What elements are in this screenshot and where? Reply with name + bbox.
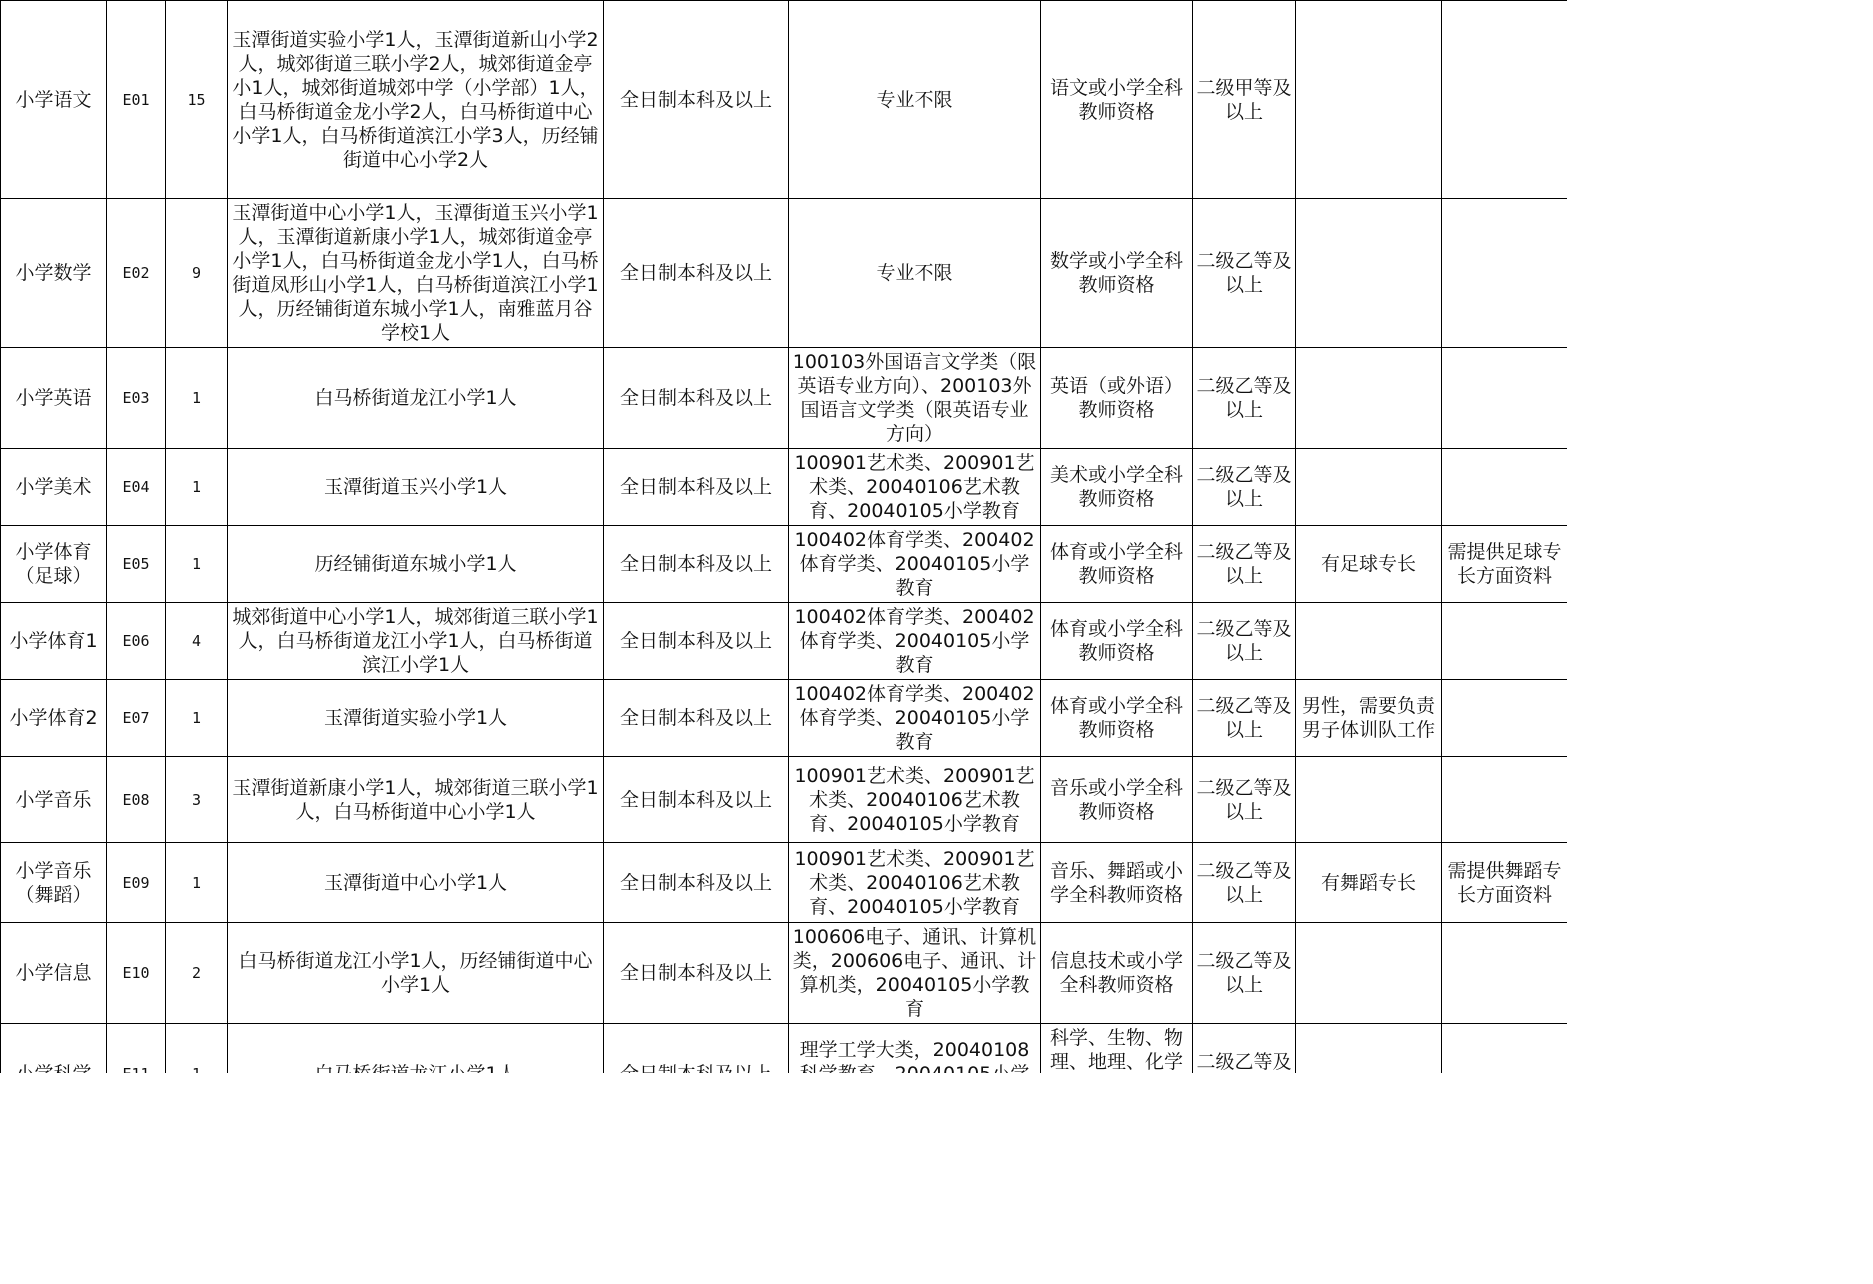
cell-note — [1442, 603, 1568, 680]
cell-certificate: 音乐、舞蹈或小学全科教师资格 — [1041, 843, 1193, 923]
cell-note — [1442, 348, 1568, 449]
cell-note — [1442, 923, 1568, 1024]
table-row — [1, 757, 1568, 843]
cell-education: 全日制本科及以上 — [604, 603, 789, 680]
cell-major: 专业不限 — [789, 1, 1041, 199]
cell-education: 全日制本科及以上 — [604, 348, 789, 449]
cell-subject: 小学英语 — [1, 348, 107, 449]
cell-subject: 小学数学 — [1, 199, 107, 348]
cell-requirement: 有舞蹈专长 — [1296, 843, 1442, 923]
cell-mandarin: 二级乙等及以上 — [1193, 757, 1296, 843]
table-row — [1, 449, 1568, 526]
cell-count: 1 — [166, 348, 228, 449]
cell-education: 全日制本科及以上 — [604, 526, 789, 603]
cell-requirement — [1296, 348, 1442, 449]
cell-major: 100402体育学类、200402体育学类、20040105小学教育 — [789, 603, 1041, 680]
cell-requirement: 有足球专长 — [1296, 526, 1442, 603]
cell-certificate: 体育或小学全科教师资格 — [1041, 603, 1193, 680]
cell-mandarin: 二级乙等及以上 — [1193, 348, 1296, 449]
cell-schools: 白马桥街道龙江小学1人 — [228, 348, 604, 449]
cell-subject: 小学美术 — [1, 449, 107, 526]
cell-code: E03 — [107, 348, 166, 449]
cell-note — [1442, 757, 1568, 843]
cell-subject: 小学体育1 — [1, 603, 107, 680]
cell-schools: 玉潭街道新康小学1人，城郊街道三联小学1人，白马桥街道中心小学1人 — [228, 757, 604, 843]
cell-subject: 小学体育（足球） — [1, 526, 107, 603]
cell-education: 全日制本科及以上 — [604, 923, 789, 1024]
cell-subject: 小学体育2 — [1, 680, 107, 757]
cell-mandarin: 二级乙等及以上 — [1193, 199, 1296, 348]
cell-certificate: 英语（或外语）教师资格 — [1041, 348, 1193, 449]
cell-requirement — [1296, 603, 1442, 680]
cell-subject: 小学音乐（舞蹈） — [1, 843, 107, 923]
cell-certificate: 数学或小学全科教师资格 — [1041, 199, 1193, 348]
cell-code: E07 — [107, 680, 166, 757]
cell-requirement — [1296, 757, 1442, 843]
cell-major: 100402体育学类、200402体育学类、20040105小学教育 — [789, 680, 1041, 757]
table-row — [1, 526, 1568, 603]
cell-count: 1 — [166, 843, 228, 923]
cell-major: 100402体育学类、200402体育学类、20040105小学教育 — [789, 526, 1041, 603]
cell-note — [1442, 449, 1568, 526]
cell-code: E10 — [107, 923, 166, 1024]
cell-subject: 小学信息 — [1, 923, 107, 1024]
cell-note — [1442, 680, 1568, 757]
cell-schools: 玉潭街道实验小学1人 — [228, 680, 604, 757]
cell-count: 1 — [166, 526, 228, 603]
cell-code: E05 — [107, 526, 166, 603]
table-row — [1, 199, 1568, 348]
cell-education: 全日制本科及以上 — [604, 449, 789, 526]
cell-code: E02 — [107, 199, 166, 348]
cell-subject: 小学语文 — [1, 1, 107, 199]
cell-mandarin: 二级乙等及以上 — [1193, 680, 1296, 757]
cell-code: E09 — [107, 843, 166, 923]
cell-education: 全日制本科及以上 — [604, 843, 789, 923]
cell-note: 需提供足球专长方面资料 — [1442, 526, 1568, 603]
cell-education: 全日制本科及以上 — [604, 757, 789, 843]
cell-mandarin: 二级乙等及以上 — [1193, 923, 1296, 1024]
cell-certificate: 科学、生物、物理、地理、化学 — [1041, 1024, 1193, 1125]
cell-schools: 历经铺街道东城小学1人 — [228, 526, 604, 603]
cell-mandarin: 二级乙等及 — [1193, 1024, 1296, 1125]
cell-requirement — [1296, 199, 1442, 348]
cell-major: 100901艺术类、200901艺术类、20040106艺术教育、20040105小学教育 — [789, 843, 1041, 923]
cell-code: E01 — [107, 1, 166, 199]
cell-mandarin: 二级甲等及以上 — [1193, 1, 1296, 199]
cell-major: 理学工学大类，20040108 — [789, 1024, 1041, 1125]
cell-schools: 玉潭街道玉兴小学1人 — [228, 449, 604, 526]
table-row — [1, 603, 1568, 680]
cell-code: E08 — [107, 757, 166, 843]
cell-education: 全日制本科及以上 — [604, 680, 789, 757]
cell-note — [1442, 199, 1568, 348]
cell-code: E06 — [107, 603, 166, 680]
cell-count: 1 — [166, 680, 228, 757]
cell-major: 100901艺术类、200901艺术类、20040106艺术教育、20040105小学教育 — [789, 449, 1041, 526]
cell-count: 2 — [166, 923, 228, 1024]
cell-schools: 玉潭街道实验小学1人，玉潭街道新山小学2人，城郊街道三联小学2人，城郊街道金亭小1人，城郊街道城郊中学（小学部）1人，白马桥街道金龙小学2人，白马桥街道中心小学1人，白马桥街道滨江小学3人，历经铺街道中心小学2人 — [228, 1, 604, 199]
cell-schools: 玉潭街道中心小学1人，玉潭街道玉兴小学1人，玉潭街道新康小学1人，城郊街道金亭小学1人，白马桥街道金龙小学1人，白马桥街道凤形山小学1人，白马桥街道滨江小学1人，历经铺街道东城小学1人，南雅蓝月谷学校1人 — [228, 199, 604, 348]
cell-certificate: 体育或小学全科教师资格 — [1041, 526, 1193, 603]
cell-requirement: 男性，需要负责男子体训队工作 — [1296, 680, 1442, 757]
cell-certificate: 信息技术或小学全科教师资格 — [1041, 923, 1193, 1024]
cell-schools: 城郊街道中心小学1人，城郊街道三联小学1人，白马桥街道龙江小学1人，白马桥街道滨江小学1人 — [228, 603, 604, 680]
blank-area-right — [1567, 0, 1873, 1284]
cell-mandarin: 二级乙等及以上 — [1193, 526, 1296, 603]
cell-major: 100606电子、通讯、计算机类，200606电子、通讯、计算机类，20040105小学教育 — [789, 923, 1041, 1024]
cell-count: 1 — [166, 449, 228, 526]
cell-count: 3 — [166, 757, 228, 843]
cell-schools: 玉潭街道中心小学1人 — [228, 843, 604, 923]
table-row — [1, 348, 1568, 449]
cell-code: E04 — [107, 449, 166, 526]
table-body — [1, 1, 1568, 1125]
cell-count: 9 — [166, 199, 228, 348]
cell-major: 100103外国语言文学类（限英语专业方向）、200103外国语言文学类（限英语专业方向） — [789, 348, 1041, 449]
table-row — [1, 1, 1568, 199]
cell-certificate: 美术或小学全科教师资格 — [1041, 449, 1193, 526]
cell-certificate: 语文或小学全科教师资格 — [1041, 1, 1193, 199]
table-row — [1, 923, 1568, 1024]
cell-mandarin: 二级乙等及以上 — [1193, 449, 1296, 526]
blank-area-bottom — [0, 1073, 1567, 1284]
table-row — [1, 843, 1568, 923]
cell-count: 4 — [166, 603, 228, 680]
cell-certificate: 音乐或小学全科教师资格 — [1041, 757, 1193, 843]
cell-requirement — [1296, 1, 1442, 199]
cell-note: 需提供舞蹈专长方面资料 — [1442, 843, 1568, 923]
cell-education: 全日制本科及以上 — [604, 1, 789, 199]
cell-major: 专业不限 — [789, 199, 1041, 348]
cell-requirement — [1296, 923, 1442, 1024]
cell-note — [1442, 1, 1568, 199]
cell-subject: 小学音乐 — [1, 757, 107, 843]
cell-count: 15 — [166, 1, 228, 199]
cell-mandarin: 二级乙等及以上 — [1193, 603, 1296, 680]
table-row — [1, 680, 1568, 757]
cell-certificate: 体育或小学全科教师资格 — [1041, 680, 1193, 757]
cell-requirement — [1296, 449, 1442, 526]
cell-schools: 白马桥街道龙江小学1人，历经铺街道中心小学1人 — [228, 923, 604, 1024]
cell-major: 100901艺术类、200901艺术类、20040106艺术教育、20040105小学教育 — [789, 757, 1041, 843]
cell-education: 全日制本科及以上 — [604, 199, 789, 348]
cell-mandarin: 二级乙等及以上 — [1193, 843, 1296, 923]
